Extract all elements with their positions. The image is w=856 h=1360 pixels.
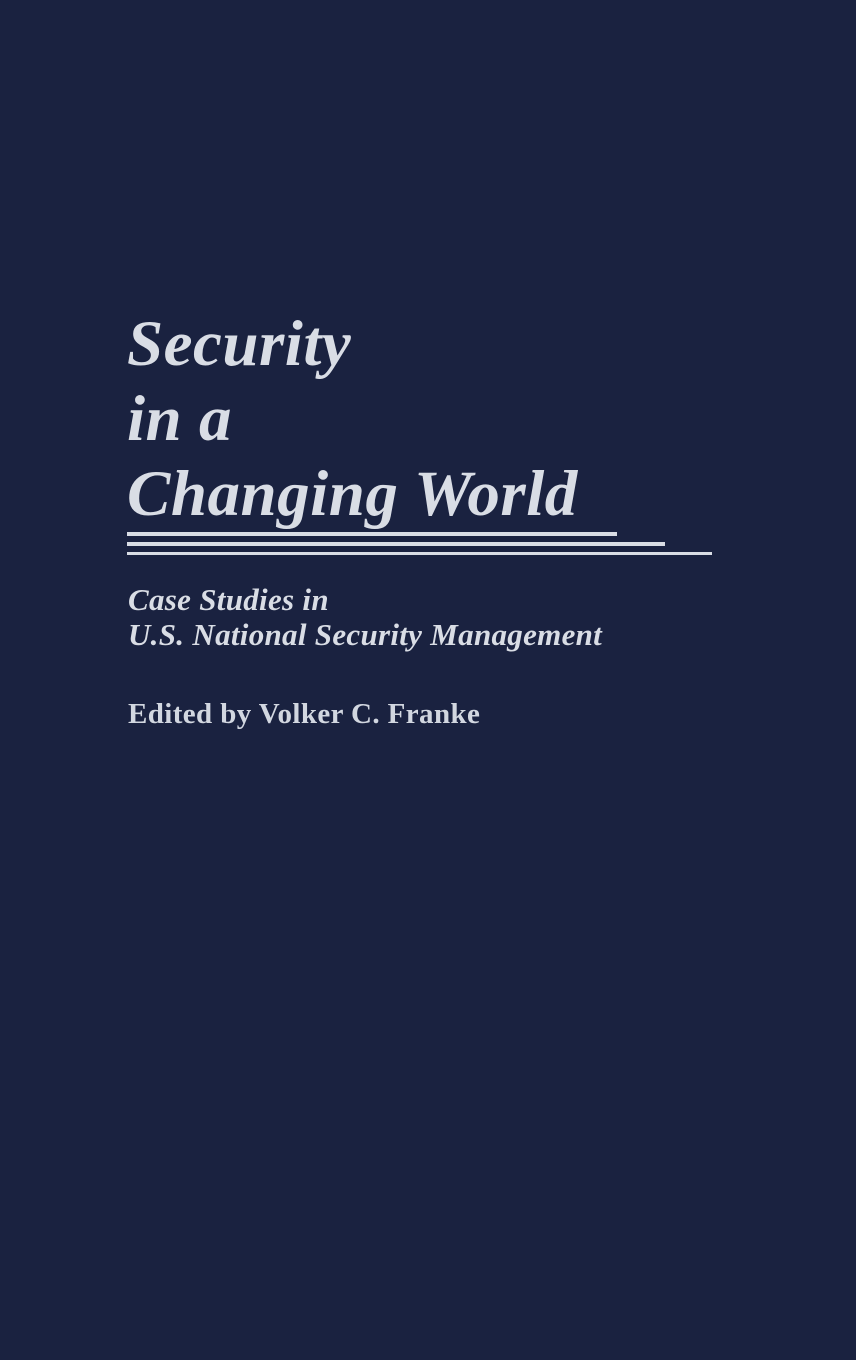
editor-credit: Edited by Volker C. Franke: [128, 698, 481, 730]
title-underline-rule-3: [127, 552, 712, 555]
title-line-2: in a: [127, 383, 232, 455]
book-subtitle: [128, 582, 602, 652]
subtitle-line-2: U.S. National Security Management: [128, 617, 603, 652]
title-line-1: Security: [127, 308, 352, 380]
title-underline-rule-2: [127, 542, 665, 546]
subtitle-line-1: Case Studies in: [128, 582, 329, 617]
book-title: [127, 307, 578, 532]
title-line-3: Changing World: [127, 458, 578, 530]
title-underline-rule-1: [127, 532, 617, 536]
